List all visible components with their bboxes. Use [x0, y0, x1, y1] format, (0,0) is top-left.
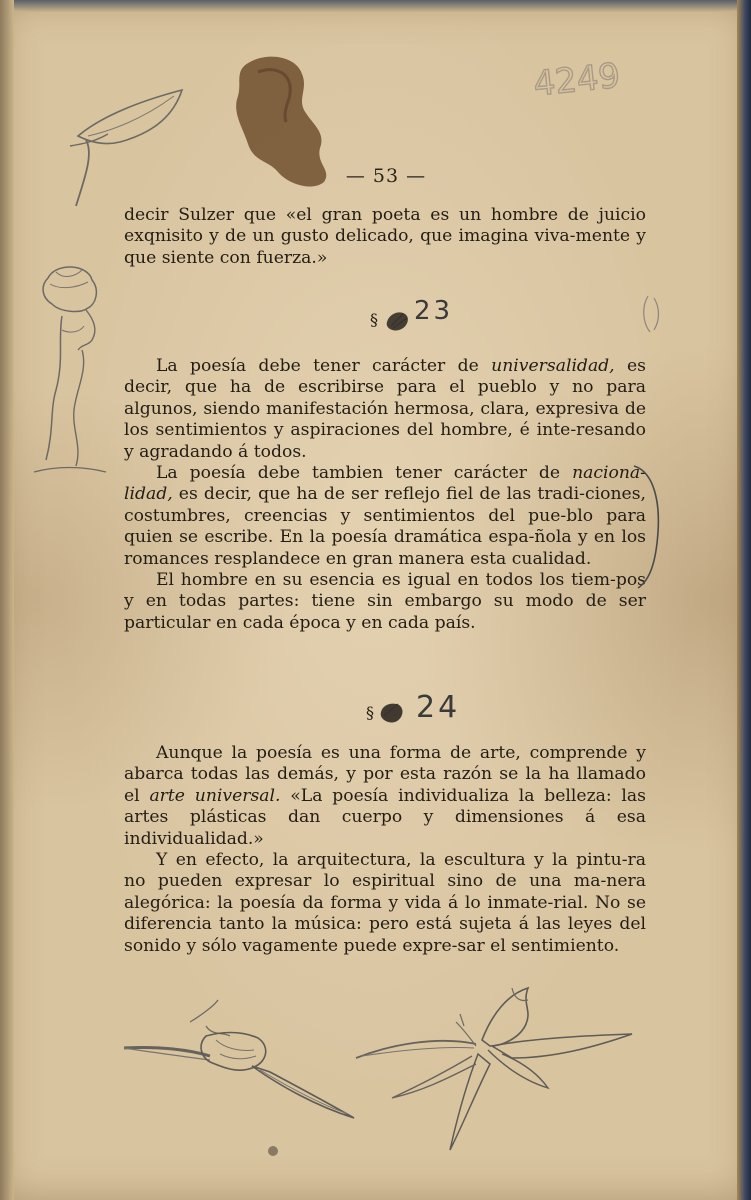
- paragraph-text: La poesía debe tener carácter de: [156, 356, 492, 376]
- page-number: — 53 —: [345, 165, 427, 187]
- pencil-bracket-icon: [632, 462, 662, 592]
- section-23-body: [124, 356, 646, 634]
- ink-blot-icon: [378, 700, 406, 724]
- italic-term: universalidad,: [491, 356, 615, 376]
- italic-term: naciona-lidad,: [124, 463, 646, 505]
- handwritten-section-number: 23: [414, 296, 454, 326]
- paragraph-hombre: El hombre en su esencia es igual en todos los tiem-pos y en todas partes: tiene sin embargo su modo de ser particular en cada época y en cada país.: [124, 570, 646, 633]
- page-left-edge: [0, 0, 14, 1200]
- paper-spot: [268, 1146, 278, 1156]
- section-symbol: §: [370, 310, 378, 329]
- paragraph-arquitectura: Y en efecto, la arquitectura, la escultura y la pintu-ra no pueden expresar lo espiritual sino de una ma-nera alegórica: la poesía da forma y vida á lo inmate-rial. No se diferencia tanto la música: pero está sujeta á las leyes del sonido y sólo vagamente puede expre-sar el sentimiento.: [124, 850, 646, 956]
- section-symbol: §: [366, 703, 374, 722]
- pencil-annotation-text: 4249: [531, 55, 622, 105]
- paragraph-text: «La poesía individualiza la belleza: las artes plásticas dan cuerpo y dimensiones á esa individualidad.»: [124, 785, 646, 849]
- pencil-flower-sketch-icon: [352, 984, 636, 1154]
- pencil-leaf-sketch-icon: [64, 84, 188, 214]
- book-binding: [737, 0, 751, 1200]
- paragraph-nacionalidad: [124, 463, 646, 570]
- page-top-edge: [0, 0, 751, 12]
- pencil-hand-knife-sketch-icon: [120, 996, 360, 1126]
- paragraph-text: es decir, que ha de escribirse para el pueblo y no para algunos, siendo manifestación hermosa, clara, expresiva de los sentimientos y aspiraciones del hombre, é inte-resando y agradando á todos.: [124, 356, 646, 462]
- pencil-annotation: [528, 44, 658, 114]
- ink-blot-icon: [383, 308, 411, 332]
- paragraph-text: La poesía debe tambien tener carácter de: [156, 463, 573, 484]
- pencil-face-sketch-icon: [26, 260, 112, 480]
- paragraph-universalidad: [124, 356, 646, 463]
- italic-term: arte universal.: [149, 785, 281, 806]
- paragraph-opening: [124, 205, 646, 269]
- handwritten-section-number: 24: [416, 690, 461, 725]
- pencil-margin-mark-icon: [640, 292, 664, 336]
- coffee-stain-icon: [228, 52, 338, 192]
- paragraph-text: decir Sulzer que «el gran poeta es un hombre de juicio exqnisito y de un gusto delicado, que imagina viva-mente y que siente con fuerza.»: [124, 205, 646, 268]
- paragraph-text: Aunque la poesía es una forma de arte, comprende y abarca todas las demás, y por esta razón se la ha llamado el: [124, 743, 646, 806]
- paragraph-text: es decir, que ha de ser reflejo fiel de las tradi-ciones, costumbres, creencias y sentimientos del pue-blo para quien se escribe. En la poesía dramática espa-ñola y en los romances resplandece en gran manera esta cualidad.: [124, 484, 646, 569]
- paragraph-arte-universal: [124, 743, 646, 850]
- section-24-body: [124, 743, 646, 957]
